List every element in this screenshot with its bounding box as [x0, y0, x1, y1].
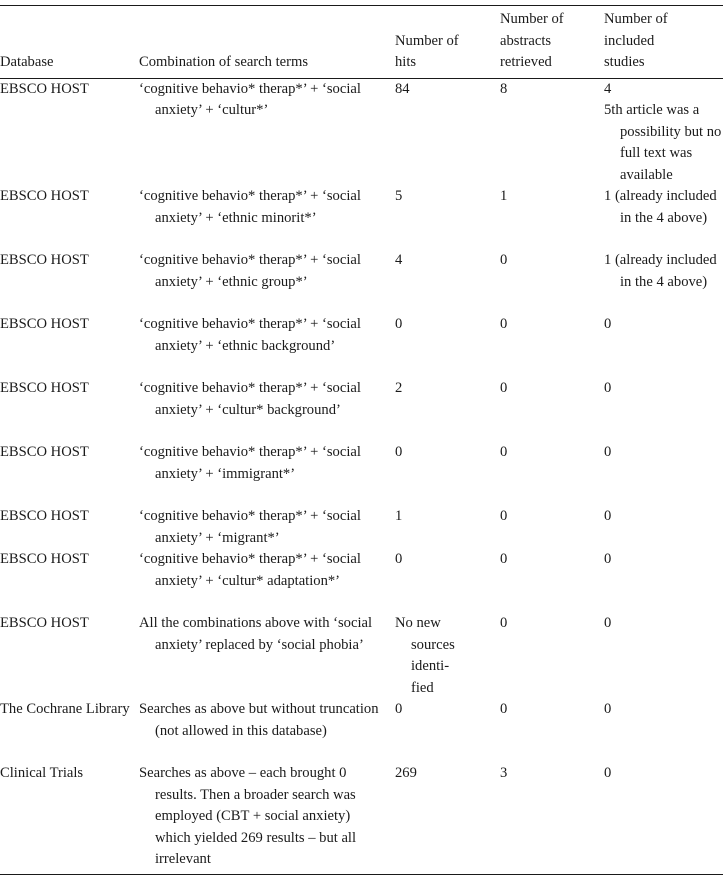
header-included [604, 6, 723, 79]
combination-text: ‘cognitive behavio* therap*’ + ‘social anxiety’ + ‘immigrant*’ [139, 444, 361, 482]
header-abstracts-text: Number of abstracts retrieved [500, 11, 564, 70]
combination-text: ‘cognitive behavio* therap*’ + ‘social anxiety’ + ‘ethnic background’ [139, 316, 361, 354]
table-row [0, 699, 723, 763]
cell-database: EBSCO HOST [0, 188, 89, 204]
search-results-table [0, 5, 723, 875]
cell-combination [139, 613, 395, 699]
included-text: 1 (already included in the 4 above) [604, 252, 717, 290]
cell-database [0, 763, 139, 874]
cell-combination [139, 250, 395, 314]
header-hits-text: Number of hits [395, 32, 459, 70]
hits-text: No new sources identi-fied [395, 615, 455, 696]
table-row [0, 250, 723, 314]
header-included-text: Number of included studies [604, 11, 668, 70]
cell-combination [139, 442, 395, 506]
cell-database: EBSCO HOST [0, 508, 89, 524]
cell-included [604, 78, 723, 186]
database-text: Clinical Trials [0, 765, 84, 781]
header-database: Database [0, 6, 139, 79]
combination-text: ‘cognitive behavio* therap*’ + ‘social anxiety’ + ‘cultur* background’ [139, 380, 361, 418]
cell-database: EBSCO HOST [0, 551, 89, 567]
cell-abstracts: 0 [500, 380, 508, 396]
combination-text: All the combinations above with ‘social anxiety’ replaced by ‘social phobia’ [139, 615, 373, 653]
combination-text: ‘cognitive behavio* therap*’ + ‘social anxiety’ + ‘cultur*’ [139, 80, 361, 118]
included-count: 4 [604, 80, 612, 97]
combination-text: ‘cognitive behavio* therap*’ + ‘social anxiety’ + ‘cultur* adaptation*’ [139, 551, 361, 589]
database-text: The Cochrane Library [0, 701, 130, 717]
cell-combination [139, 186, 395, 250]
cell-included: 0 [604, 316, 612, 332]
cell-hits: 4 [395, 252, 403, 268]
cell-hits: 0 [395, 316, 403, 332]
cell-database: EBSCO HOST [0, 380, 89, 396]
cell-abstracts: 0 [500, 508, 508, 524]
cell-hits: 1 [395, 508, 403, 524]
cell-combination [139, 549, 395, 613]
cell-abstracts: 0 [500, 701, 508, 717]
cell-combination [139, 699, 395, 763]
included-text: 1 (already included in the 4 above) [604, 188, 717, 226]
header-row [0, 6, 723, 79]
cell-database: EBSCO HOST [0, 444, 89, 460]
table-row [0, 378, 723, 442]
header-combination-text: Combination of search terms [139, 54, 309, 70]
cell-hits: 0 [395, 701, 403, 717]
table-row [0, 314, 723, 378]
cell-hits [395, 613, 500, 699]
header-abstracts [500, 6, 604, 79]
table-body [0, 78, 723, 874]
cell-combination [139, 763, 395, 874]
table-row [0, 613, 723, 699]
cell-combination [139, 378, 395, 442]
cell-included: 0 [604, 444, 612, 460]
header-combination [139, 6, 395, 79]
combination-text: Searches as above but without truncation (not allowed in this database) [139, 701, 379, 739]
cell-included: 0 [604, 551, 612, 567]
included-note: 5th article was a possibility but no full text was available [604, 102, 722, 183]
header-hits [395, 6, 500, 79]
cell-hits: 5 [395, 188, 403, 204]
table-row [0, 186, 723, 250]
cell-abstracts: 0 [500, 316, 508, 332]
cell-database: EBSCO HOST [0, 252, 89, 268]
cell-abstracts: 3 [500, 763, 604, 874]
cell-abstracts: 0 [500, 252, 508, 268]
cell-included: 0 [604, 615, 612, 631]
table-header [0, 6, 723, 79]
table-row [0, 763, 723, 874]
cell-abstracts: 0 [500, 551, 508, 567]
table-row [0, 506, 723, 549]
cell-abstracts: 0 [500, 444, 508, 460]
cell-hits: 2 [395, 380, 403, 396]
combination-text: ‘cognitive behavio* therap*’ + ‘social anxiety’ + ‘migrant*’ [139, 508, 361, 546]
cell-included [604, 186, 723, 250]
cell-database: EBSCO HOST [0, 80, 89, 97]
cell-database: EBSCO HOST [0, 316, 89, 332]
cell-abstracts: 1 [500, 188, 508, 204]
cell-hits: 0 [395, 444, 403, 460]
cell-included: 0 [604, 701, 612, 717]
cell-abstracts: 0 [500, 615, 508, 631]
cell-included: 0 [604, 508, 612, 524]
table-row [0, 442, 723, 506]
cell-database [0, 699, 139, 763]
table-row [0, 549, 723, 613]
combination-text: Searches as above – each brought 0 results. Then a broader search was employed (CBT + social anxiety) which yielded 269 results – but all irrelevant [139, 765, 357, 867]
cell-hits: 0 [395, 551, 403, 567]
cell-included [604, 250, 723, 314]
cell-abstracts: 8 [500, 80, 508, 97]
cell-hits: 269 [395, 763, 500, 874]
table-row [0, 78, 723, 186]
cell-database: EBSCO HOST [0, 615, 89, 631]
cell-included: 0 [604, 380, 612, 396]
cell-included: 0 [604, 763, 723, 874]
cell-combination [139, 78, 395, 186]
cell-combination [139, 506, 395, 549]
cell-combination [139, 314, 395, 378]
cell-hits: 84 [395, 80, 410, 97]
combination-text: ‘cognitive behavio* therap*’ + ‘social anxiety’ + ‘ethnic group*’ [139, 252, 361, 290]
combination-text: ‘cognitive behavio* therap*’ + ‘social anxiety’ + ‘ethnic minorit*’ [139, 188, 361, 226]
